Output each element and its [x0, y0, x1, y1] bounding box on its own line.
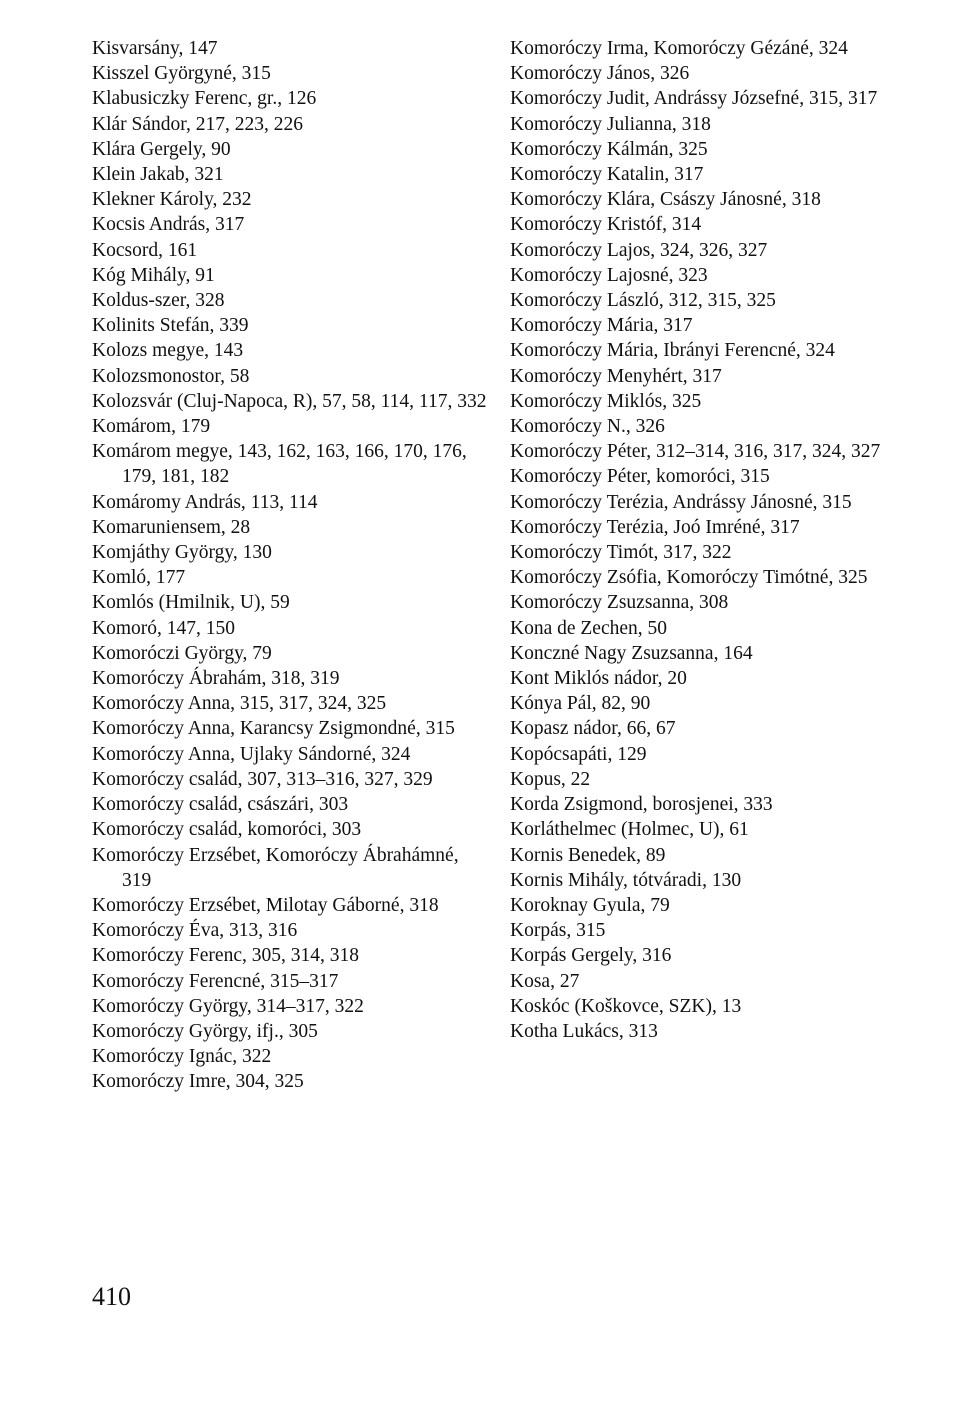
index-entry: Komoróczy Miklós, 325	[510, 390, 702, 412]
index-entry: Komoróczy Mária, Ibrányi Ferencné, 324	[510, 340, 835, 362]
index-entry: Komoróczy N., 326	[510, 416, 665, 438]
index-entry: Komoróczy család, komoróci, 303	[92, 819, 362, 841]
index-entry: Komoróczy Zsuzsanna, 308	[510, 592, 729, 614]
index-entry: Komlós (Hmilnik, U), 59	[92, 592, 290, 614]
index-column-right	[510, 36, 940, 1044]
index-entry: Komaruniensem, 28	[92, 516, 251, 538]
index-entry: Klára Gergely, 90	[92, 138, 231, 160]
index-entry: Komoróczy Lajosné, 323	[510, 264, 708, 286]
index-entry: Kont Miklós nádor, 20	[510, 668, 687, 690]
index-entry: Koldus-szer, 328	[92, 290, 225, 312]
index-entry: Kisszel Györgyné, 315	[92, 63, 271, 85]
index-entry: Komoróczy Péter, komoróci, 315	[510, 466, 770, 488]
index-entry: Korda Zsigmond, borosjenei, 333	[510, 794, 773, 816]
index-entry: Komoróczy Katalin, 317	[510, 164, 704, 186]
index-entry: Koskóc (Koškovce, SZK), 13	[510, 995, 742, 1017]
index-entry: Komoróczy Kristóf, 314	[510, 214, 702, 236]
index-entry: Klár Sándor, 217, 223, 226	[92, 113, 303, 135]
index-entry: Kolozs megye, 143	[92, 340, 244, 362]
index-entry: Kisvarsány, 147	[92, 38, 218, 59]
index-entry: Komoróczy Ábrahám, 318, 319	[92, 668, 340, 690]
index-entry: Komoróczy Anna, Karancsy Zsigmondné, 315	[92, 718, 455, 740]
page-number: 410	[92, 1282, 131, 1311]
index-entry: Komárom megye, 143, 162, 163, 166, 170, 176, 179, 181, 182	[92, 441, 467, 488]
index-entry: Komoróczy Timót, 317, 322	[510, 542, 732, 564]
index-entry: Komárom, 179	[92, 416, 211, 438]
index-entry: Komoróczy Ignác, 322	[92, 1046, 272, 1068]
index-entry: Kocsord, 161	[92, 239, 198, 261]
index-entry: Korpás, 315	[510, 920, 606, 942]
index-entry: Kotha Lukács, 313	[510, 1020, 658, 1042]
index-entry: Komoróczy Terézia, Andrássy Jánosné, 315	[510, 491, 852, 513]
index-entry: Komoróczy György, ifj., 305	[92, 1020, 318, 1042]
index-entry: Kopócsapáti, 129	[510, 743, 647, 765]
index-entry: Komoróczy Erzsébet, Milotay Gáborné, 318	[92, 894, 439, 916]
index-entry: Kosa, 27	[510, 970, 580, 992]
index-entry: Komoróczy Ferenc, 305, 314, 318	[92, 945, 359, 967]
index-entry: Komoróczy László, 312, 315, 325	[510, 290, 776, 312]
index-entry: Komoróczy Erzsébet, Komoróczy Ábrahámné, 319	[92, 844, 459, 891]
index-entry: Komoróczy Irma, Komoróczy Gézáné, 324	[510, 38, 848, 59]
index-entry: Komoróczy Anna, Ujlaky Sándorné, 324	[92, 743, 411, 765]
index-entry: Kornis Benedek, 89	[510, 844, 666, 866]
index-entry: Korpás Gergely, 316	[510, 945, 672, 967]
index-entry: Kolozsvár (Cluj-Napoca, R), 57, 58, 114, 117, 332	[92, 390, 487, 412]
index-entry: Komoróczy Péter, 312–314, 316, 317, 324, 327	[510, 441, 881, 463]
index-entry: Komoróczy Anna, 315, 317, 324, 325	[92, 693, 387, 715]
index-entry: Komáromy András, 113, 114	[92, 491, 318, 513]
index-entry: Klein Jakab, 321	[92, 164, 224, 186]
index-entry: Klekner Károly, 232	[92, 189, 252, 211]
index-entry: Komoróczy Mária, 317	[510, 315, 693, 337]
index-entry: Komoróczy Zsófia, Komoróczy Timótné, 325	[510, 567, 868, 589]
index-entry: Komoróczy Menyhért, 317	[510, 365, 722, 387]
index-entry: Komoróczy Imre, 304, 325	[92, 1071, 304, 1093]
index-entry: Kolinits Stefán, 339	[92, 315, 249, 337]
index-entry: Kocsis András, 317	[92, 214, 245, 236]
index-entry: Korláthelmec (Holmec, U), 61	[510, 819, 749, 841]
index-entry: Koroknay Gyula, 79	[510, 894, 670, 916]
index-entry: Komoróczy János, 326	[510, 63, 690, 85]
index-entry: Kolozsmonostor, 58	[92, 365, 250, 387]
index-entry: Komoróczy Éva, 313, 316	[92, 920, 298, 942]
index-entry: Kóg Mihály, 91	[92, 264, 215, 286]
index-entry: Kornis Mihály, tótváradi, 130	[510, 869, 742, 891]
index-entry: Komoróczy Klára, Császy Jánosné, 318	[510, 189, 821, 211]
index-entry: Kopasz nádor, 66, 67	[510, 718, 676, 740]
index-entry: Komoró, 147, 150	[92, 617, 235, 639]
index-entry: Komoróczy család, császári, 303	[92, 794, 349, 816]
index-entry: Komoróczy György, 314–317, 322	[92, 995, 364, 1017]
index-entry: Komoróczy család, 307, 313–316, 327, 329	[92, 768, 433, 790]
index-entry: Komjáthy György, 130	[92, 542, 272, 564]
index-entry: Konczné Nagy Zsuzsanna, 164	[510, 642, 753, 664]
index-entry: Komoróczy Lajos, 324, 326, 327	[510, 239, 768, 261]
index-entry: Komoróczy Terézia, Joó Imréné, 317	[510, 516, 800, 538]
index-column-left	[92, 36, 492, 1095]
index-entry: Kopus, 22	[510, 768, 591, 790]
index-entry: Komoróczy Judit, Andrássy Józsefné, 315, 317	[510, 88, 878, 110]
index-entry: Komoróczy Kálmán, 325	[510, 138, 708, 160]
index-entry: Komoróczy Julianna, 318	[510, 113, 711, 135]
index-entry: Komló, 177	[92, 567, 186, 589]
index-entry: Klabusiczky Ferenc, gr., 126	[92, 88, 317, 110]
index-entry: Komoróczy Ferencné, 315–317	[92, 970, 339, 992]
index-entry: Kona de Zechen, 50	[510, 617, 668, 639]
index-entry: Kónya Pál, 82, 90	[510, 693, 651, 715]
index-entry: Komoróczi György, 79	[92, 642, 272, 664]
